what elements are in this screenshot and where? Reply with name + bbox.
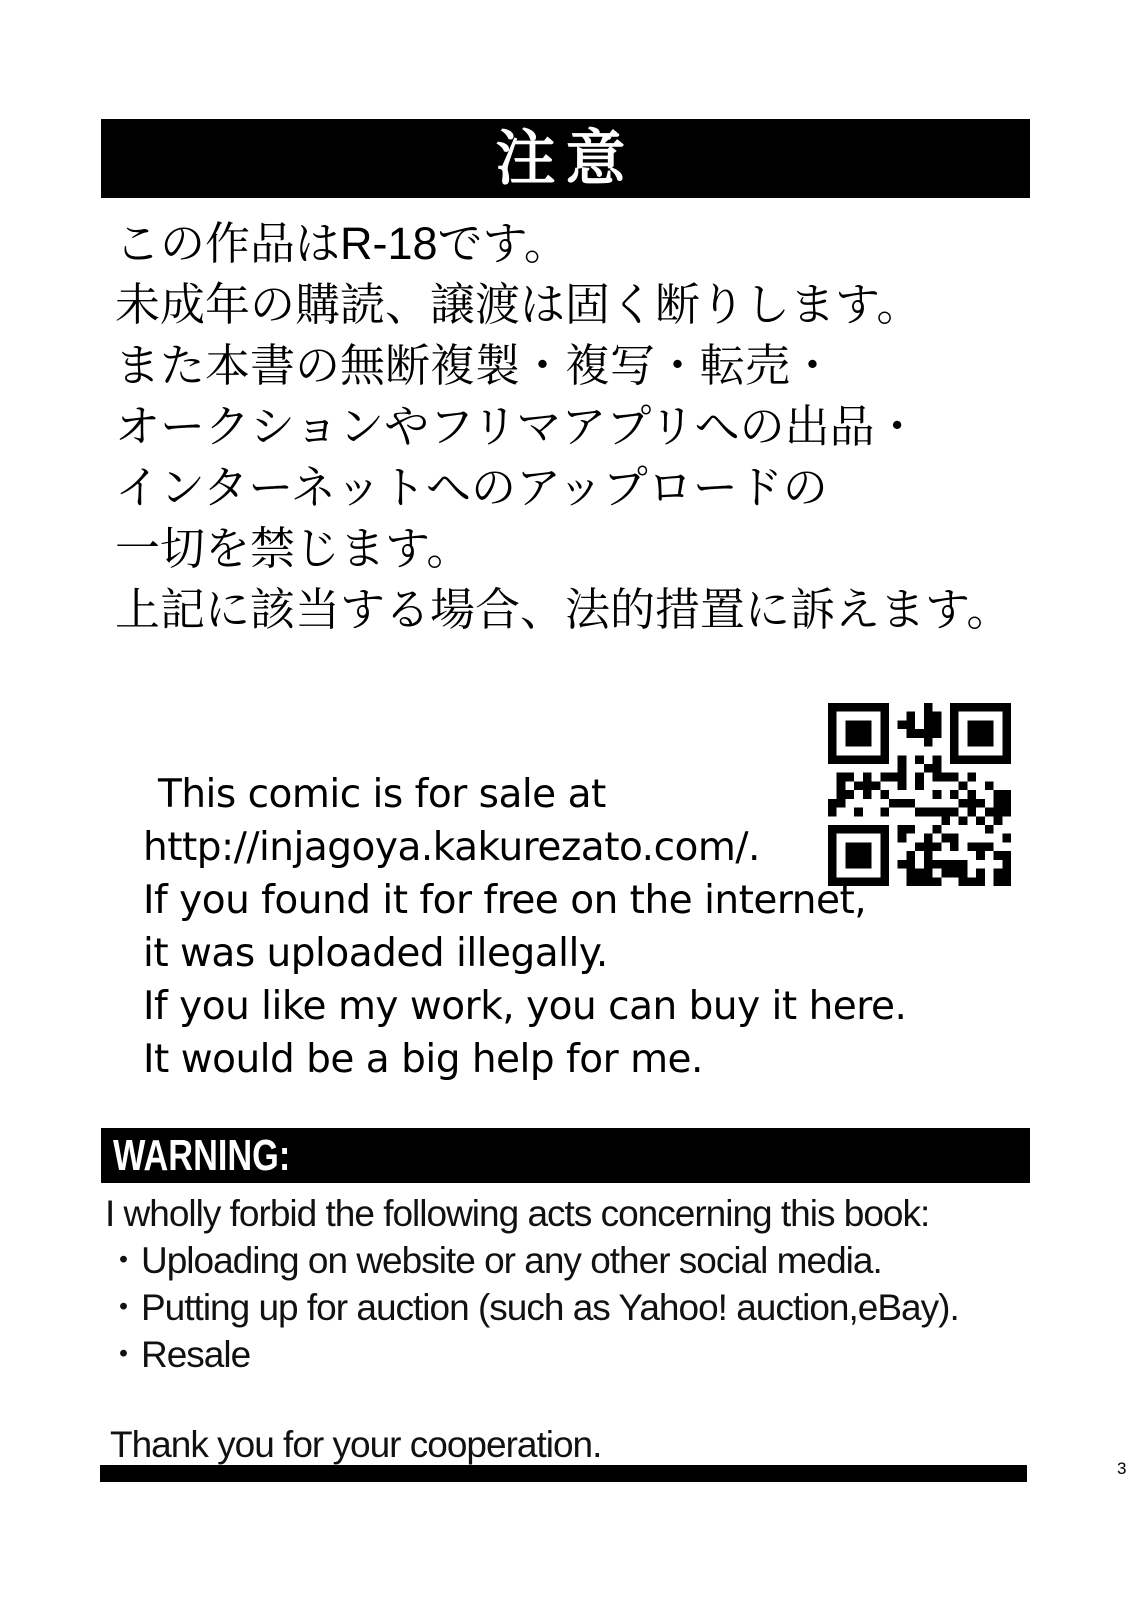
sale-notice-line: it was uploaded illegally. <box>143 931 608 976</box>
japanese-notice-line: また本書の無断複製・複写・転売・ <box>115 340 836 391</box>
warning-item: ・Putting up for auction (such as Yahoo! auction,eBay). <box>105 1287 959 1328</box>
japanese-notice <box>115 213 1055 640</box>
japanese-notice-line: 未成年の購読、譲渡は固く断りします。 <box>115 279 922 330</box>
japanese-notice-line: この作品はR-18です。 <box>115 218 569 269</box>
bottom-divider-bar <box>100 1465 1027 1482</box>
warning-title: WARNING: <box>113 1130 291 1180</box>
japanese-notice-line: インターネットへのアップロードの <box>115 462 828 513</box>
warning-intro: I wholly forbid the following acts concerning this book: <box>105 1193 930 1234</box>
closing-line: Thank you for your cooperation. <box>110 1424 602 1465</box>
japanese-notice-line: 一切を禁じます。 <box>115 523 472 574</box>
sale-notice-line: It would be a big help for me. <box>143 1037 703 1082</box>
sale-notice-line: If you found it for free on the internet, <box>143 878 867 923</box>
warning-item: ・Resale <box>105 1334 251 1375</box>
sale-notice <box>143 768 1063 1086</box>
japanese-notice-line: 上記に該当する場合、法的措置に訴えます。 <box>115 584 1012 635</box>
caution-title: 注意 <box>495 124 636 192</box>
sale-notice-line: If you like my work, you can buy it here. <box>143 984 907 1029</box>
warning-item: ・Uploading on website or any other social media. <box>105 1240 882 1281</box>
warning-header-bar <box>101 1128 1030 1183</box>
warning-body <box>105 1190 1065 1378</box>
japanese-notice-line: オークションやフリマアプリへの出品・ <box>115 401 920 452</box>
sale-notice-line: This comic is for sale at <box>158 772 606 817</box>
page-number: 3 <box>1117 1459 1127 1478</box>
caution-header-bar <box>101 119 1030 198</box>
sale-notice-url: http://injagoya.kakurezato.com/. <box>143 825 760 870</box>
